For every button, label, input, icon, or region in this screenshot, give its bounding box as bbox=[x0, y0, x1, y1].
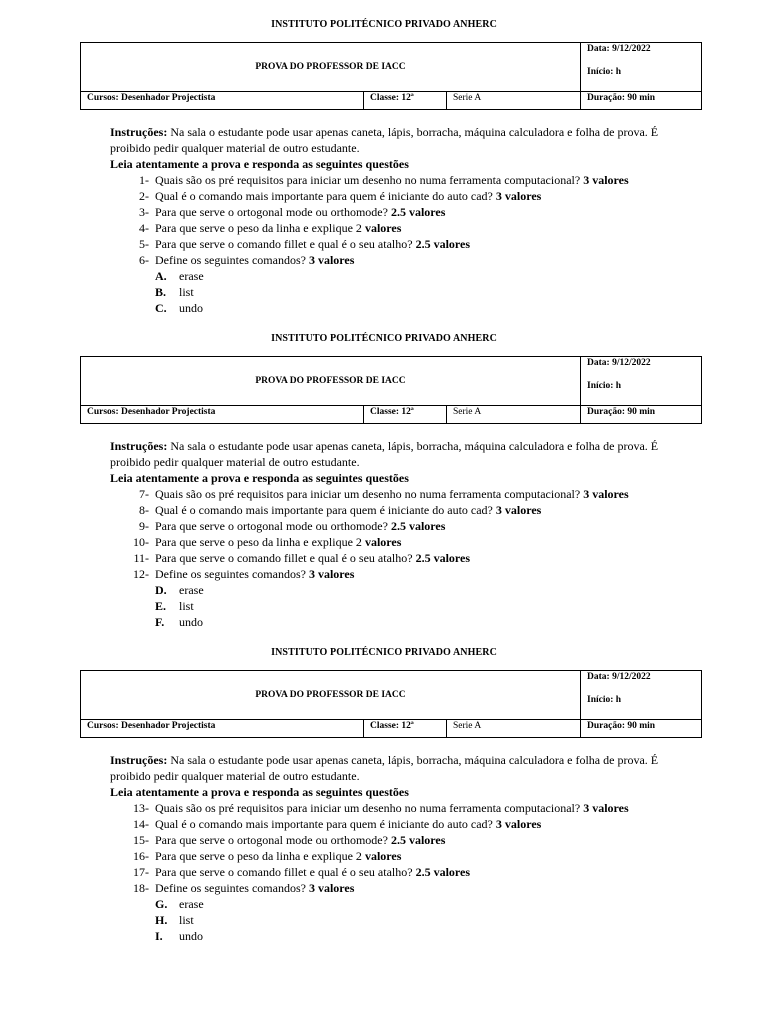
instructions-text: Na sala o estudante pode usar apenas caneta, lápis, borracha, máquina calculadora e folha de prova. É proibido pedir qualquer material de outro estudante. bbox=[110, 125, 659, 155]
exam-body bbox=[110, 124, 670, 316]
exam-section-3 bbox=[0, 647, 768, 961]
course-cell: Cursos: Desenhador Projectista bbox=[81, 406, 364, 424]
question-text: Para que serve o ortogonal mode ou orthomode? bbox=[155, 205, 391, 219]
question-item bbox=[110, 864, 670, 880]
question-item bbox=[110, 236, 670, 252]
read-instruction: Leia atentamente a prova e responda as seguintes questões bbox=[110, 157, 409, 171]
instructions-text: Na sala o estudante pode usar apenas caneta, lápis, borracha, máquina calculadora e folha de prova. É proibido pedir qualquer material de outro estudante. bbox=[110, 753, 659, 783]
question-points: 2.5 valores bbox=[415, 865, 471, 879]
question-item bbox=[110, 220, 670, 236]
institute-title: INSTITUTO POLITÉCNICO PRIVADO ANHERC bbox=[271, 19, 497, 30]
question-list bbox=[110, 172, 670, 268]
question-text: Define os seguintes comandos? bbox=[155, 567, 309, 581]
question-number: 16- bbox=[133, 849, 149, 863]
question-list bbox=[110, 486, 670, 582]
duration-cell: Duração: 90 min bbox=[581, 92, 702, 110]
read-instruction: Leia atentamente a prova e responda as seguintes questões bbox=[110, 471, 409, 485]
question-number: 1- bbox=[139, 173, 149, 187]
option-text: list bbox=[179, 599, 194, 613]
exam-section-2 bbox=[0, 333, 768, 647]
duration-cell: Duração: 90 min bbox=[581, 406, 702, 424]
class-cell: Classe: 12ª bbox=[364, 406, 447, 424]
question-text: Define os seguintes comandos? bbox=[155, 253, 309, 267]
option-text: undo bbox=[179, 929, 203, 943]
question-item bbox=[110, 832, 670, 848]
question-text: Para que serve o peso da linha e explique 2 bbox=[155, 849, 365, 863]
question-text: Para que serve o comando fillet e qual é o seu atalho? bbox=[155, 551, 416, 565]
read-instruction: Leia atentamente a prova e responda as seguintes questões bbox=[110, 785, 409, 799]
exam-date: Data: 9/12/2022 bbox=[587, 358, 651, 368]
question-text: Quais são os pré requisitos para iniciar um desenho no numa ferramenta computacional? bbox=[155, 173, 584, 187]
question-points: 3 valores bbox=[495, 817, 542, 831]
exam-body bbox=[110, 438, 670, 630]
command-option bbox=[110, 268, 670, 284]
option-text: undo bbox=[179, 615, 203, 629]
question-item bbox=[110, 880, 670, 896]
option-letter: F. bbox=[155, 615, 165, 629]
series-cell: Serie A bbox=[447, 92, 581, 110]
duration-cell: Duração: 90 min bbox=[581, 720, 702, 738]
question-points: 2.5 valores bbox=[415, 237, 471, 251]
question-points: valores bbox=[364, 535, 402, 549]
class-cell: Classe: 12ª bbox=[364, 92, 447, 110]
exam-date: Data: 9/12/2022 bbox=[587, 672, 651, 682]
question-points: valores bbox=[364, 221, 402, 235]
exam-header-table bbox=[80, 356, 702, 424]
question-points: 2.5 valores bbox=[415, 551, 471, 565]
option-text: undo bbox=[179, 301, 203, 315]
question-number: 2- bbox=[139, 189, 149, 203]
date-start-cell bbox=[581, 671, 702, 720]
command-option bbox=[110, 928, 670, 944]
question-text: Para que serve o peso da linha e explique 2 bbox=[155, 221, 365, 235]
question-number: 18- bbox=[133, 881, 149, 895]
question-text: Qual é o comando mais importante para quem é iniciante do auto cad? bbox=[155, 817, 496, 831]
exam-section-1 bbox=[0, 19, 768, 333]
class-cell: Classe: 12ª bbox=[364, 720, 447, 738]
question-points: 3 valores bbox=[495, 503, 542, 517]
option-letter: I. bbox=[155, 929, 163, 943]
question-item bbox=[110, 848, 670, 864]
option-text: erase bbox=[179, 897, 204, 911]
option-text: erase bbox=[179, 269, 204, 283]
exam-start: Início: h bbox=[587, 381, 622, 391]
question-points: 2.5 valores bbox=[390, 519, 446, 533]
question-number: 9- bbox=[139, 519, 149, 533]
question-points: 3 valores bbox=[308, 567, 355, 581]
date-start-cell bbox=[581, 43, 702, 92]
option-letter: B. bbox=[155, 285, 167, 299]
question-item bbox=[110, 800, 670, 816]
option-text: list bbox=[179, 285, 194, 299]
instructions bbox=[110, 438, 670, 470]
option-letter: C. bbox=[155, 301, 167, 315]
instructions-label: Instruções: bbox=[110, 753, 168, 767]
exam-title: PROVA DO PROFESSOR DE IACC bbox=[81, 357, 581, 406]
question-number: 15- bbox=[133, 833, 149, 847]
question-item bbox=[110, 550, 670, 566]
question-number: 8- bbox=[139, 503, 149, 517]
question-text: Para que serve o ortogonal mode ou orthomode? bbox=[155, 833, 391, 847]
exam-header-table bbox=[80, 670, 702, 738]
option-letter: G. bbox=[155, 897, 168, 911]
question-item bbox=[110, 204, 670, 220]
question-item bbox=[110, 188, 670, 204]
instructions-label: Instruções: bbox=[110, 125, 168, 139]
command-option bbox=[110, 598, 670, 614]
institute-title: INSTITUTO POLITÉCNICO PRIVADO ANHERC bbox=[271, 333, 497, 344]
question-item bbox=[110, 566, 670, 582]
command-option bbox=[110, 614, 670, 630]
question-item bbox=[110, 252, 670, 268]
exam-body bbox=[110, 752, 670, 944]
question-points: 3 valores bbox=[583, 801, 629, 815]
command-option bbox=[110, 896, 670, 912]
question-text: Para que serve o comando fillet e qual é o seu atalho? bbox=[155, 865, 416, 879]
question-number: 4- bbox=[139, 221, 149, 235]
question-points: 2.5 valores bbox=[390, 205, 446, 219]
question-points: 3 valores bbox=[308, 881, 355, 895]
question-text: Quais são os pré requisitos para iniciar um desenho no numa ferramenta computacional? bbox=[155, 487, 584, 501]
question-text: Para que serve o comando fillet e qual é o seu atalho? bbox=[155, 237, 416, 251]
course-cell: Cursos: Desenhador Projectista bbox=[81, 92, 364, 110]
question-list bbox=[110, 800, 670, 896]
exam-header-table bbox=[80, 42, 702, 110]
exam-start: Início: h bbox=[587, 695, 622, 705]
question-number: 11- bbox=[133, 551, 149, 565]
command-option bbox=[110, 300, 670, 316]
question-number: 14- bbox=[133, 817, 149, 831]
question-text: Quais são os pré requisitos para iniciar um desenho no numa ferramenta computacional? bbox=[155, 801, 584, 815]
question-points: 2.5 valores bbox=[390, 833, 446, 847]
exam-title: PROVA DO PROFESSOR DE IACC bbox=[81, 671, 581, 720]
question-number: 10- bbox=[133, 535, 149, 549]
question-item bbox=[110, 172, 670, 188]
exam-title: PROVA DO PROFESSOR DE IACC bbox=[81, 43, 581, 92]
instructions bbox=[110, 752, 670, 784]
question-number: 7- bbox=[139, 487, 149, 501]
series-cell: Serie A bbox=[447, 720, 581, 738]
instructions bbox=[110, 124, 670, 156]
question-number: 13- bbox=[133, 801, 149, 815]
question-points: 3 valores bbox=[495, 189, 542, 203]
question-text: Para que serve o peso da linha e explique 2 bbox=[155, 535, 365, 549]
question-number: 12- bbox=[133, 567, 149, 581]
series-cell: Serie A bbox=[447, 406, 581, 424]
question-text: Define os seguintes comandos? bbox=[155, 881, 309, 895]
question-item bbox=[110, 502, 670, 518]
option-letter: A. bbox=[155, 269, 167, 283]
question-item bbox=[110, 534, 670, 550]
question-text: Qual é o comando mais importante para quem é iniciante do auto cad? bbox=[155, 189, 496, 203]
option-letter: H. bbox=[155, 913, 168, 927]
course-cell: Cursos: Desenhador Projectista bbox=[81, 720, 364, 738]
date-start-cell bbox=[581, 357, 702, 406]
exam-start: Início: h bbox=[587, 67, 622, 77]
command-option bbox=[110, 284, 670, 300]
question-text: Para que serve o ortogonal mode ou orthomode? bbox=[155, 519, 391, 533]
instructions-label: Instruções: bbox=[110, 439, 168, 453]
question-points: 3 valores bbox=[583, 487, 629, 501]
question-number: 17- bbox=[133, 865, 149, 879]
option-letter: E. bbox=[155, 599, 167, 613]
question-item bbox=[110, 518, 670, 534]
question-points: 3 valores bbox=[583, 173, 629, 187]
question-item bbox=[110, 816, 670, 832]
command-option bbox=[110, 912, 670, 928]
option-text: erase bbox=[179, 583, 204, 597]
command-option bbox=[110, 582, 670, 598]
question-number: 6- bbox=[139, 253, 149, 267]
option-letter: D. bbox=[155, 583, 167, 597]
option-text: list bbox=[179, 913, 194, 927]
question-item bbox=[110, 486, 670, 502]
exam-date: Data: 9/12/2022 bbox=[587, 44, 651, 54]
institute-title: INSTITUTO POLITÉCNICO PRIVADO ANHERC bbox=[271, 647, 497, 658]
question-number: 5- bbox=[139, 237, 149, 251]
question-points: 3 valores bbox=[308, 253, 355, 267]
instructions-text: Na sala o estudante pode usar apenas caneta, lápis, borracha, máquina calculadora e folha de prova. É proibido pedir qualquer material de outro estudante. bbox=[110, 439, 659, 469]
question-number: 3- bbox=[139, 205, 149, 219]
question-text: Qual é o comando mais importante para quem é iniciante do auto cad? bbox=[155, 503, 496, 517]
question-points: valores bbox=[364, 849, 402, 863]
